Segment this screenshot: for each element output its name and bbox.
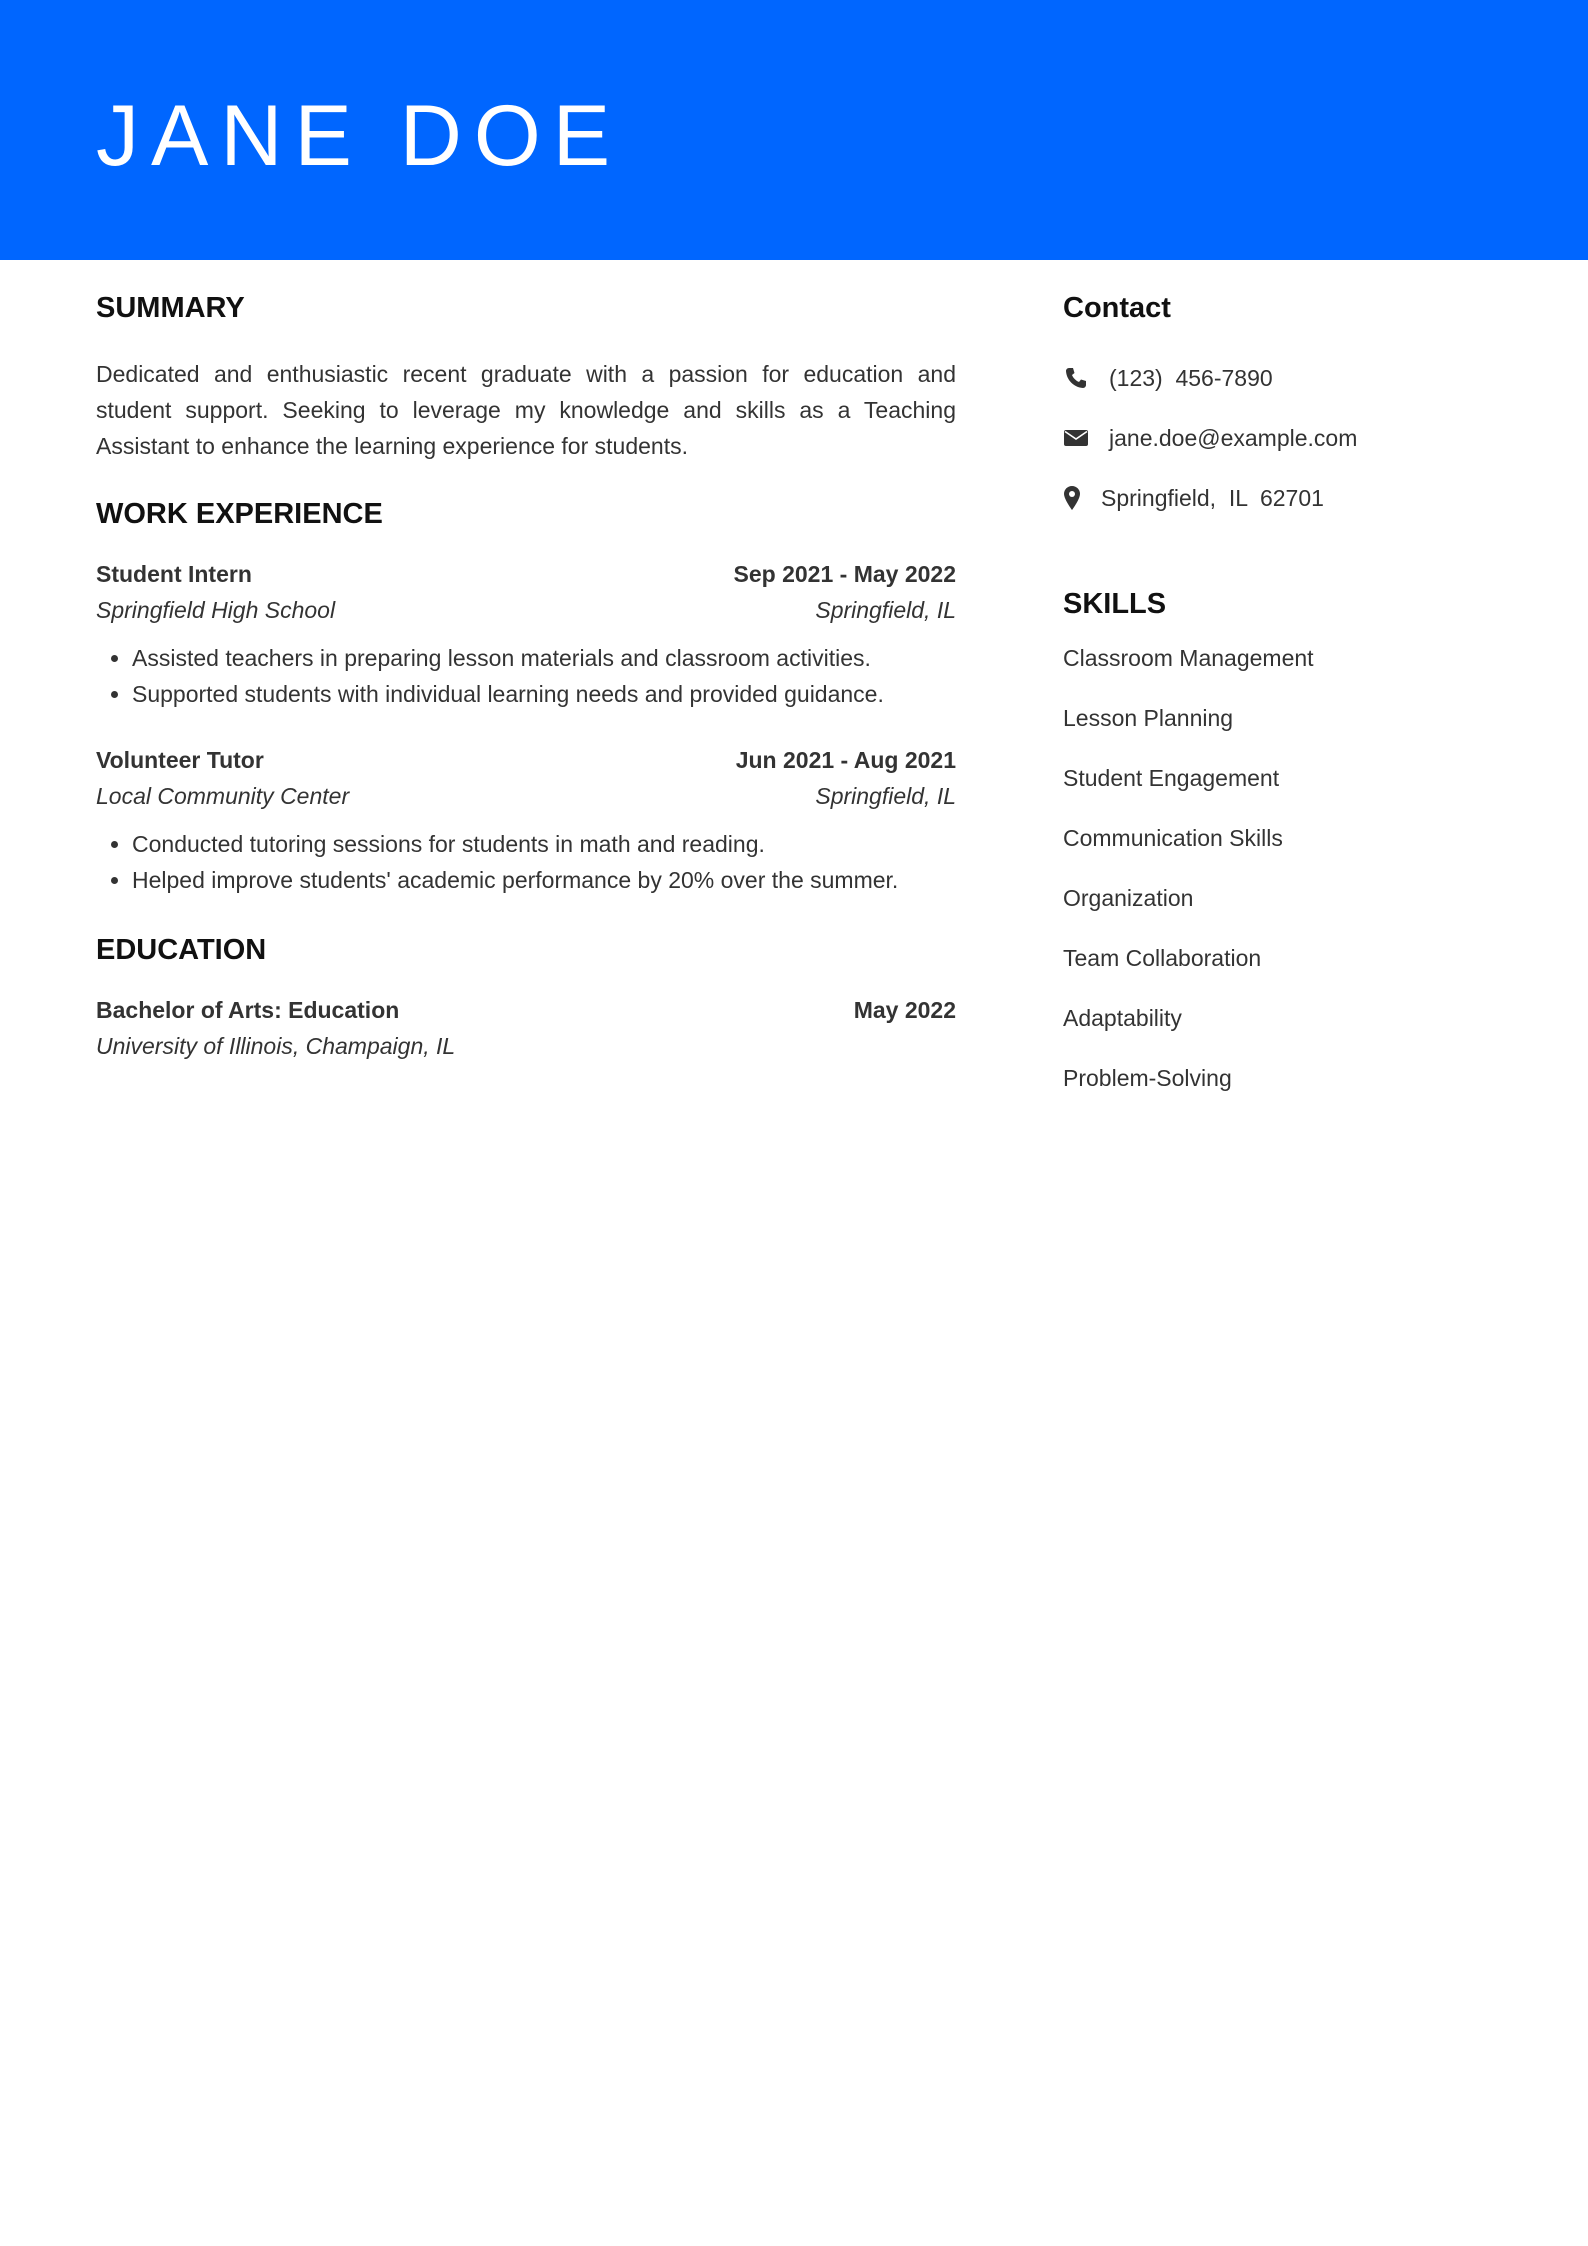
job-bullet: • Assisted teachers in preparing lesson materials and classroom activities. xyxy=(132,640,956,676)
education-heading: EDUCATION xyxy=(96,934,267,966)
main-column xyxy=(96,290,956,1064)
job-bullet: • Helped improve students' academic performance by 20% over the summer. xyxy=(132,862,956,898)
job-entry xyxy=(96,742,956,898)
work-experience-heading: WORK EXPERIENCE xyxy=(96,498,383,530)
contact-address xyxy=(1063,468,1493,528)
skill-item: Problem-Solving xyxy=(1063,1065,1232,1091)
skills-heading: SKILLS xyxy=(1063,588,1167,620)
skill-item: Classroom Management xyxy=(1063,645,1314,671)
job-bullets xyxy=(96,826,956,898)
education-entry xyxy=(96,992,956,1064)
header-banner xyxy=(0,0,1588,260)
summary-heading: SUMMARY xyxy=(96,292,245,324)
job-organization: Local Community Center xyxy=(96,783,350,809)
job-role: Student Intern xyxy=(96,561,252,587)
skill-item: Adaptability xyxy=(1063,1005,1182,1031)
skill-item: Communication Skills xyxy=(1063,825,1283,851)
envelope-icon xyxy=(1063,425,1089,451)
address: Springfield, IL 62701 xyxy=(1101,484,1324,511)
contact-email xyxy=(1063,408,1493,468)
contact-heading: Contact xyxy=(1063,292,1171,324)
job-bullets xyxy=(96,640,956,712)
summary-text: Dedicated and enthusiastic recent graduate with a passion for education and student support. Seeking to leverage my knowledge and skills as a Teaching Assistant to enhance the learning experience for students. xyxy=(96,361,956,459)
sidebar-column xyxy=(1063,290,1493,1120)
skill-item: Team Collaboration xyxy=(1063,945,1262,971)
job-bullet: • Supported students with individual learning needs and provided guidance. xyxy=(132,676,956,712)
skill-item: Organization xyxy=(1063,885,1194,911)
map-pin-icon xyxy=(1063,485,1081,511)
phone-icon xyxy=(1063,365,1089,391)
job-dates: Jun 2021 - Aug 2021 xyxy=(735,747,956,773)
contact-list xyxy=(1063,348,1493,528)
job-location: Springfield, IL xyxy=(815,783,956,809)
job-role: Volunteer Tutor xyxy=(96,747,264,773)
school: University of Illinois, Champaign, IL xyxy=(96,1033,456,1059)
email-address: jane.doe@example.com xyxy=(1109,424,1358,451)
degree: Bachelor of Arts: Education xyxy=(96,997,400,1023)
skill-item: Student Engagement xyxy=(1063,765,1280,791)
job-organization: Springfield High School xyxy=(96,597,336,623)
candidate-name: JANE DOE xyxy=(96,88,623,184)
job-dates: Sep 2021 - May 2022 xyxy=(733,561,956,587)
skills-list xyxy=(1063,640,1493,1120)
skill-item: Lesson Planning xyxy=(1063,705,1234,731)
graduation-date: May 2022 xyxy=(853,997,956,1023)
job-entry xyxy=(96,556,956,712)
phone-number: (123) 456-7890 xyxy=(1109,364,1273,391)
job-bullet: • Conducted tutoring sessions for students in math and reading. xyxy=(132,826,956,862)
contact-phone xyxy=(1063,348,1493,408)
job-location: Springfield, IL xyxy=(815,597,956,623)
